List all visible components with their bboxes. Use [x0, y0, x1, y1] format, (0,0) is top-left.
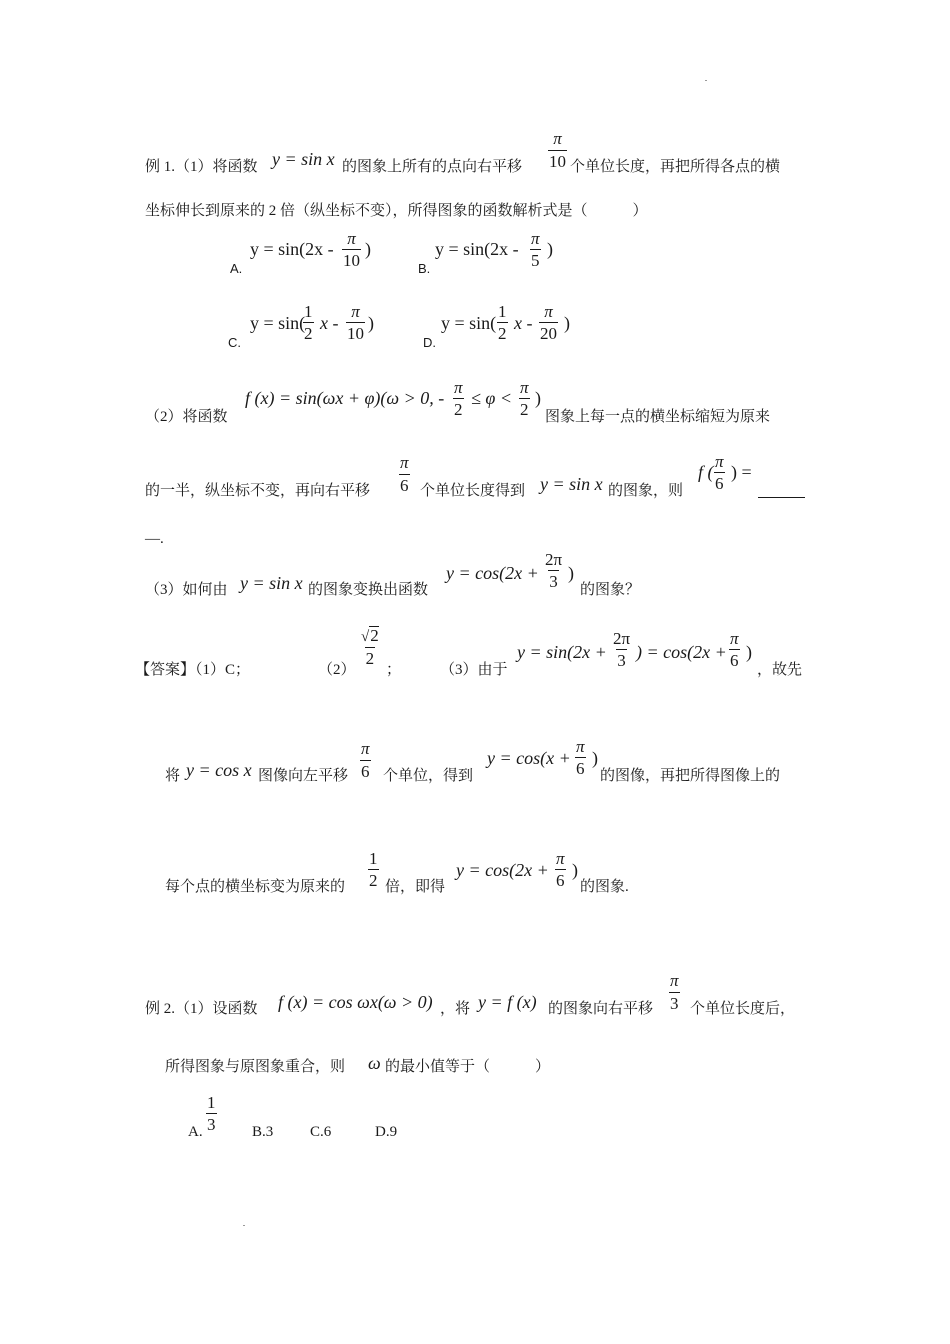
answer-line3-a: 每个点的横坐标变为原来的: [165, 879, 346, 895]
ex1-q2-func: y = sin x: [540, 474, 603, 494]
answer-3-formula-1: y = sin(2x +: [517, 642, 607, 662]
ex1-q2-line2-a: 的一半，纵坐标不变，再向右平移: [145, 483, 371, 499]
option-b-close: ): [547, 239, 553, 259]
ex1-q2-upper-fraction: π 2: [520, 378, 529, 419]
ex2-text-d: 个单位长度后，: [690, 1001, 796, 1017]
ex1-q3-fraction: 2π 3: [545, 550, 563, 591]
answer-line3-b: 倍，即得: [385, 879, 446, 895]
answer-line2-c: 个单位，得到: [383, 768, 474, 784]
option-a-formula[interactable]: y = sin(2x -: [250, 239, 334, 259]
ex2-text-c: 的图象向右平移: [548, 1001, 654, 1017]
option-c-label[interactable]: C.: [228, 335, 241, 350]
option-a-label[interactable]: A.: [230, 261, 243, 276]
ex1-q2-formula: f (x) = sin(ωx + φ)(ω > 0, -: [245, 388, 445, 408]
answer-3-fraction-2: π 6: [730, 629, 739, 670]
ex1-q2-ask: f (: [698, 462, 714, 482]
ex2-option-b[interactable]: B.3: [252, 1124, 274, 1140]
answer-3-fraction-1: 2π 3: [613, 629, 631, 670]
option-b-label[interactable]: B.: [418, 261, 431, 276]
answer-3-label: （3）由于: [440, 662, 508, 678]
ex2-text-a: 例 2.（1）设函数: [145, 1001, 258, 1017]
ex2-func: y = f (x): [478, 992, 537, 1012]
ex1-q3-formula: y = cos(2x +: [446, 563, 539, 583]
option-c-close: ): [368, 313, 374, 333]
ex1-q1-line2: 坐标伸长到原来的 2 倍（纵坐标不变），所得图象的函数解析式是（ ）: [145, 203, 648, 219]
answer-line2-d: 的图像，再把所得图像上的: [600, 768, 781, 784]
ex2-line2-a: 所得图象与原图象重合，则: [165, 1059, 346, 1075]
ex1-q2-close: ): [535, 388, 541, 408]
answer-3-close: ): [746, 642, 752, 662]
option-d-label[interactable]: D.: [423, 335, 436, 350]
ex2-option-a-label[interactable]: A.: [188, 1124, 203, 1140]
ex2-option-c[interactable]: C.6: [310, 1124, 332, 1140]
ex2-formula: f (x) = cos ωx(ω > 0): [278, 992, 433, 1012]
answer-3-tail: ，故先: [757, 662, 803, 678]
answer-line2-func: y = cos x: [186, 760, 252, 780]
answer-line2-formula-fraction: π 6: [576, 737, 585, 778]
ex1-shift-fraction: π 10: [549, 129, 566, 171]
ex1-q2-line2-b: 个单位长度得到: [420, 483, 526, 499]
option-c-fraction: π 10: [347, 302, 364, 343]
answer-line3-c: 的图象.: [580, 879, 629, 895]
answer-line2-close: ): [592, 748, 598, 768]
ex2-shift-fraction: π 3: [670, 971, 679, 1013]
ex2-option-d[interactable]: D.9: [375, 1124, 398, 1140]
answer-2-sep: ；: [386, 662, 402, 678]
answer-line3-fraction: 1 2: [369, 849, 378, 890]
option-d-coef: 1 2: [498, 302, 507, 343]
answer-line3-close: ): [572, 860, 578, 880]
option-d-formula[interactable]: y = sin(: [441, 313, 497, 333]
answer-line2-b: 图像向左平移: [258, 768, 349, 784]
option-b-formula[interactable]: y = sin(2x -: [435, 239, 519, 259]
answer-3-formula-2: ) = cos(2x +: [636, 642, 727, 662]
corner-mark-top: [705, 80, 707, 81]
ex1-q2-label: （2）将函数: [145, 409, 228, 425]
ex1-q2-ask-end: ) =: [731, 462, 752, 482]
option-c-coef: 1 2: [304, 302, 313, 343]
option-c-mid: x -: [320, 313, 339, 333]
answer-line2-a: 将: [165, 768, 181, 784]
option-c-formula[interactable]: y = sin(: [250, 313, 306, 333]
answer-blank[interactable]: [758, 497, 805, 498]
ex1-q2-line2-c: 的图象，则: [608, 483, 684, 499]
ex1-q2-shift-fraction: π 6: [400, 453, 409, 495]
ex1-q1-text-b: 的图象上所有的点向右平移: [342, 159, 523, 175]
ex1-q2-mid: ≤ φ <: [471, 388, 512, 408]
answer-line2-formula: y = cos(x +: [487, 748, 571, 768]
ex2-line2-b: 的最小值等于（ ）: [385, 1059, 551, 1075]
answer-2-fraction: √2 2: [361, 626, 379, 668]
answer-2-label: （2）: [318, 662, 356, 678]
option-a-fraction: π 10: [343, 229, 360, 270]
ex1-q2-text-b: 图象上每一点的横坐标缩短为原来: [545, 409, 771, 425]
answer-label: 【答案】（1）C；: [135, 662, 251, 678]
option-d-close: ): [564, 313, 570, 333]
ex1-q3-text-b: 的图象变换出函数: [308, 582, 429, 598]
ex1-q3-func: y = sin x: [240, 573, 303, 593]
ex1-q3-text-c: 的图象？: [580, 582, 641, 598]
answer-line3-formula: y = cos(2x +: [456, 860, 549, 880]
ex2-option-a-fraction[interactable]: 1 3: [207, 1093, 216, 1134]
option-d-fraction: π 20: [540, 302, 557, 343]
option-d-mid: x -: [514, 313, 533, 333]
ex1-func: y = sin x: [272, 149, 335, 169]
ex2-text-b: ，将: [440, 1001, 471, 1017]
ex2-omega: ω: [368, 1053, 381, 1073]
ex1-q3-close: ): [568, 563, 574, 583]
ex1-q2-lower-fraction: π 2: [454, 378, 463, 419]
ex1-q2-ask-fraction: π 6: [715, 452, 724, 493]
option-b-fraction: π 5: [531, 229, 540, 270]
ex1-q2-line3: —.: [145, 531, 164, 547]
ex1-q1-text-a: 例 1.（1）将函数: [145, 159, 258, 175]
answer-line3-formula-fraction: π 6: [556, 849, 565, 890]
option-a-close: ): [365, 239, 371, 259]
ex1-q3-label: （3）如何由: [145, 582, 228, 598]
answer-line2-fraction: π 6: [361, 739, 370, 781]
corner-mark-bottom: [243, 1225, 245, 1226]
ex1-q1-text-c: 个单位长度，再把所得各点的横: [570, 159, 781, 175]
